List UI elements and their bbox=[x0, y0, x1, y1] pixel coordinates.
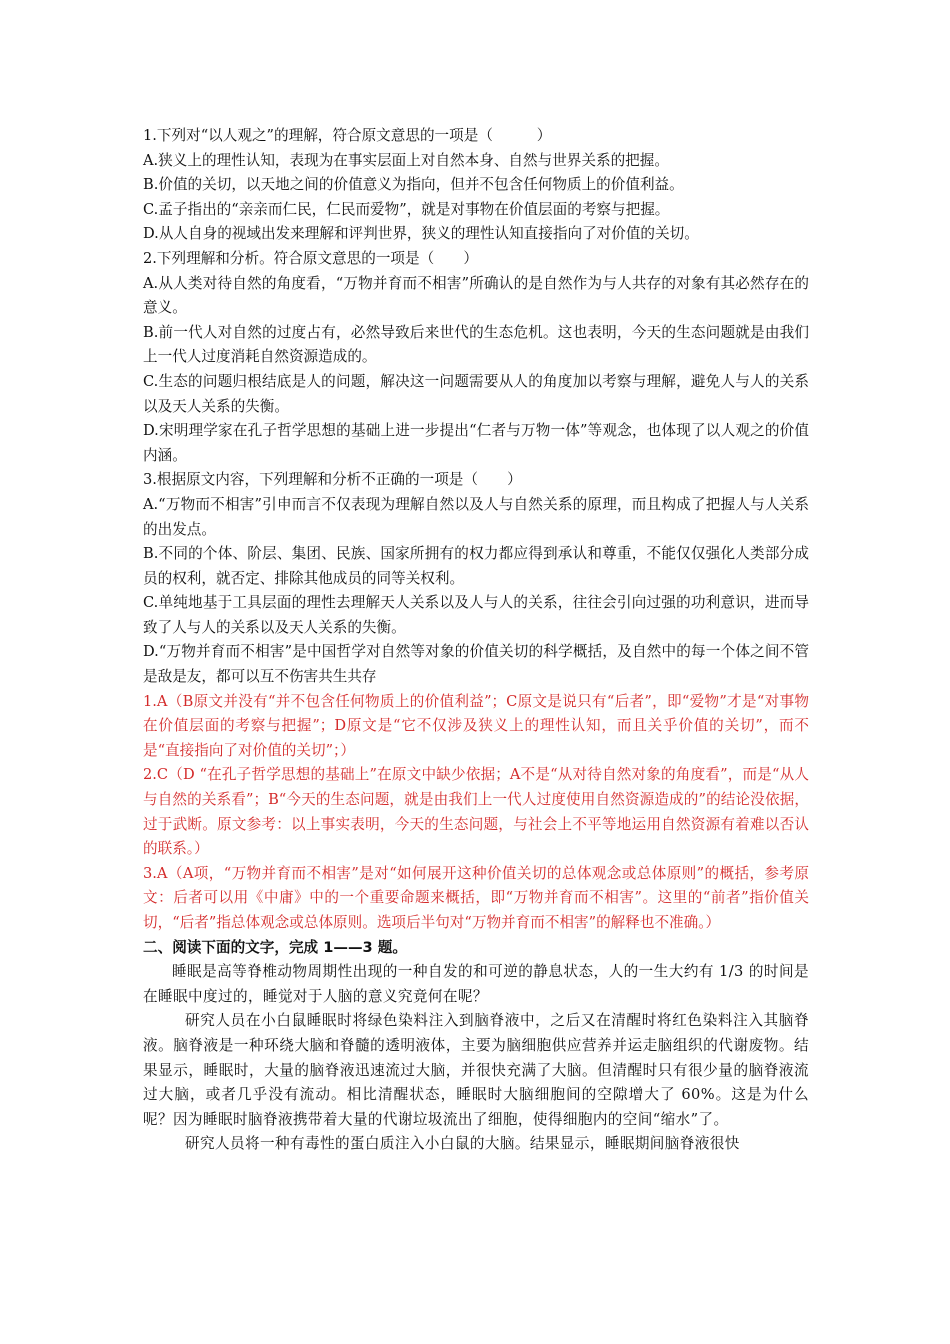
question-line: 1.下列对“以人观之”的理解，符合原文意思的一项是（ ） bbox=[143, 127, 552, 144]
answer-explanation: 2.C（D “在孔子哲学思想的基础上”在原文中缺少依据；A不是“从对待自然对象的角度看”，而是“从人与自然的关系看”；B“今天的生态问题，就是由我们上一代人过度使用自然资源造成的”的结论没依据，过于武断。原文参考：以上事实表明，今天的生态问题，与社会上不平等地运用自然资源有着难以否认的联系。） bbox=[143, 766, 809, 858]
question-line: A.狭义上的理性认知，表现为在事实层面上对自然本身、自然与世界关系的把握。 bbox=[143, 151, 669, 169]
question-line: B.不同的个体、阶层、集团、民族、国家所拥有的权力都应得到承认和尊重，不能仅仅强化人类部分成员的权利，就否定、排除其他成员的同等关权利。 bbox=[143, 545, 809, 587]
question-line: C.单纯地基于工具层面的理性去理解天人关系以及人与人的关系，往往会引向过强的功利意识，进而导致了人与人的关系以及天人关系的失衡。 bbox=[143, 594, 809, 636]
answer-explanation: 3.A（A项，“万物并育而不相害”是对“如何展开这种价值关切的总体观念或总体原则”的概括，参考原文：后者可以用《中庸》中的一个重要命题来概括，即“万物并育而不相害”。这里的“前者”指价值关切，“后者”指总体观念或总体原则。选项后半句对“万物并育而不相害”的解释也不准确。） bbox=[143, 864, 809, 931]
question-line: A.“万物而不相害”引申而言不仅表现为理解自然以及人与自然关系的原理，而且构成了把握人与人关系的出发点。 bbox=[143, 495, 809, 538]
passage-paragraph: 研究人员在小白鼠睡眠时将绿色染料注入到脑脊液中，之后又在清醒时将红色染料注入其脑脊液。脑脊液是一种环绕大脑和脊髓的透明液体，主要为脑细胞供应营养并运走脑组织的代谢废物。结果显示，睡眠时，大量的脑脊液迅速流过大脑，并很快充满了大脑。但清醒时只有很少量的脑脊液流过大脑，或者几乎没有流动。相比清醒状态，睡眠时大脑细胞间的空隙增大了 60%。这是为什么呢？因为睡眠时脑脊液携带着大量的代谢垃圾流出了细胞，使得细胞内的空间“缩水”了。 bbox=[143, 1012, 809, 1128]
question-line: 2.下列理解和分析。符合原文意思的一项是（ ） bbox=[143, 249, 478, 267]
question-line: C.生态的问题归根结底是人的问题，解决这一问题需要从人的角度加以考察与理解，避免人与人的关系以及天人关系的失衡。 bbox=[143, 372, 809, 415]
passage-paragraph: 睡眠是高等脊椎动物周期性出现的一种自发的和可逆的静息状态，人的一生大约有 1/3 的时间是在睡眠中度过的，睡觉对于人脑的意义究竟何在呢？ bbox=[143, 963, 809, 1005]
passage-paragraph: 研究人员将一种有毒性的蛋白质注入小白鼠的大脑。结果显示，睡眠期间脑脊液很快 bbox=[185, 1135, 740, 1153]
question-line: A.从人类对待自然的角度看，“万物并育而不相害”所确认的是自然作为与人共存的对象有其必然存在的意义。 bbox=[143, 274, 809, 317]
document-page bbox=[143, 124, 809, 1157]
question-line: C.孟子指出的“亲亲而仁民，仁民而爱物”，就是对事物在价值层面的考察与把握。 bbox=[143, 200, 670, 218]
answer-explanation: 1.A（B原文并没有“并不包含任何物质上的价值利益”；C原文是说只有“后者”，即“爱物”才是“对事物在价值层面的考察与把握”；D原文是“它不仅涉及狭义上的理性认知，而且关乎价值的关切”，而不是“直接指向了对价值的关切”；） bbox=[143, 692, 809, 759]
question-line: D.从人自身的视域出发来理解和评判世界，狭义的理性认知直接指向了对价值的关切。 bbox=[143, 225, 699, 243]
section-heading: 二、阅读下面的文字，完成 1——3 题。 bbox=[143, 938, 407, 956]
question-line: 3.根据原文内容，下列理解和分析不正确的一项是（ ） bbox=[143, 471, 522, 489]
question-line: D.宋明理学家在孔子哲学思想的基础上进一步提出“仁者与万物一体”等观念，也体现了以人观之的价值内涵。 bbox=[143, 422, 809, 464]
question-line: B.前一代人对自然的过度占有，必然导致后来世代的生态危机。这也表明，今天的生态问题就是由我们上一代人过度消耗自然资源造成的。 bbox=[143, 323, 809, 366]
question-line: D.“万物并育而不相害”是中国哲学对自然等对象的价值关切的科学概括，及自然中的每一个体之间不管是敌是友，都可以互不伤害共生共存 bbox=[143, 643, 809, 686]
question-line: B.价值的关切，以天地之间的价值意义为指向，但并不包含任何物质上的价值利益。 bbox=[143, 176, 684, 194]
